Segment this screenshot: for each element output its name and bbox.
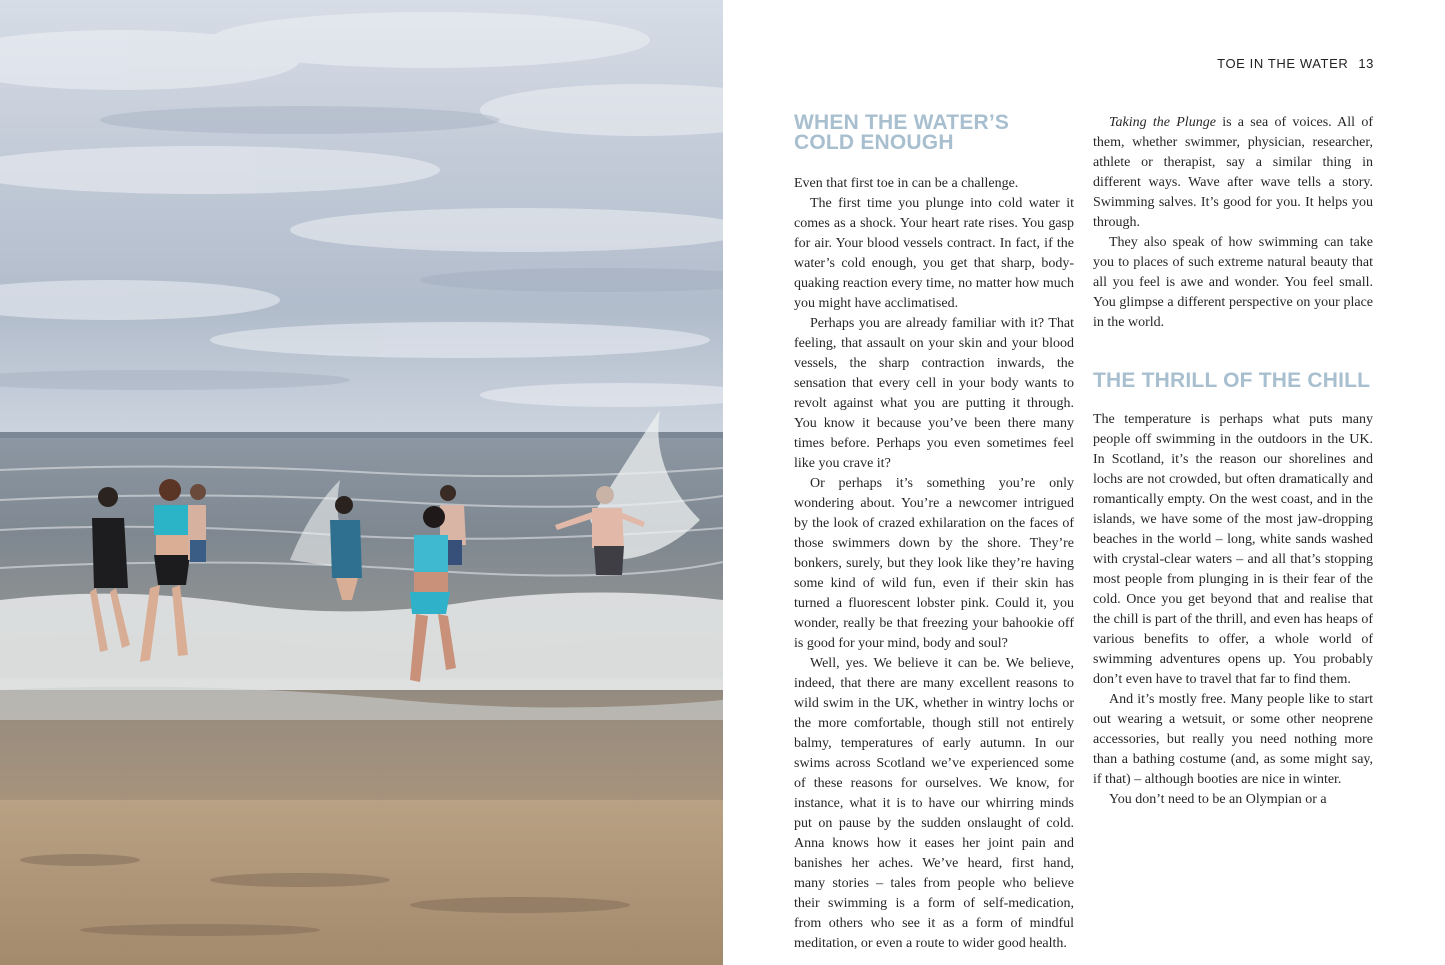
paragraph bbox=[1093, 113, 1373, 233]
paragraph: Well, yes. We believe it can be. We believe, indeed, that there are many excellent reasons to wild swim in the UK, whether in wintry lochs or the more comfortable, though still not entirely balmy, temperatures of early autumn. In our swims across Scotland we’ve experienced some of these reasons for ourselves. We know, for instance, what it is to have our whirring minds put on pause by the sudden onslaught of cold. Anna knows how it eases her joint pain and banishes her aches. We’ve heard, first hand, many stories – tales from people who believe their swimming is a form of self-medication, from others who see it as a form of mindful meditation, or even a route to wider good health. bbox=[794, 656, 1074, 951]
column-left bbox=[794, 113, 1074, 954]
section-heading-cold-enough: WHEN THE WATER’S COLD ENOUGH bbox=[794, 111, 1010, 154]
paragraph: Even that first toe in can be a challenge. bbox=[794, 176, 1019, 191]
running-head bbox=[1217, 56, 1374, 71]
text-page bbox=[723, 0, 1445, 965]
paragraph-text: is a sea of voices. All of them, whether swimmer, physician, researcher, athlete or therapist, say a similar thing in different ways. Wave after wave tells a story. Swimming salves. It’s good for you. It helps you through. bbox=[1093, 115, 1373, 230]
paragraph: And it’s mostly free. Many people like to start out wearing a wetsuit, or some other neoprene accessories, but really you need nothing more than a bathing costume (and, as some might say, if that) – although booties are nice in winter. bbox=[1093, 692, 1373, 787]
paragraph: The temperature is perhaps what puts many people off swimming in the outdoors in the UK. In Scotland, it’s the reason our shorelines and lochs are not crowded, but often dramatically and romantically empty. On the west coast, and in the islands, we have some of the most jaw-dropping beaches in the world – long, white sands washed with crystal-clear waters – and all that’s stopping most people from plunging in is their fear of the cold. Once you get beyond that and realise that the chill is part of the thrill, and even has heaps of various benefits to offer, a whole world of swimming adventures opens up. You probably don’t even have to travel that far to find them. bbox=[1093, 412, 1373, 687]
paragraph: The first time you plunge into cold water it comes as a shock. Your heart rate rises. You gasp for air. Your blood vessels contract. In fact, if the water’s cold enough, you get that sharp, body-quaking reaction every time, no matter how much you might have acclimatised. bbox=[794, 196, 1074, 311]
paragraph: Perhaps you are already familiar with it? That feeling, that assault on your skin and your blood vessels, the sharp contraction inwards, the sensation that every cell in your body wants to revolt against what you are putting it through. You know it because you’ve been there many times before. Perhaps you even sometimes feel like you crave it? bbox=[794, 316, 1074, 471]
page-number: 13 bbox=[1358, 56, 1374, 71]
paragraph: Or perhaps it’s something you’re only wondering about. You’re a newcomer intrigued by the look of crazed exhilaration on the faces of those swimmers down by the shore. They’re bonkers, surely, but they look like they’re having some kind of wild fun, even if their skin has turned a fluorescent lobster pink. Could it, you wonder, really be that freezing your bahookie off is good for your mind, body and soul? bbox=[794, 476, 1074, 651]
paragraph: They also speak of how swimming can take you to places of such extreme natural beauty that all you feel is awe and wonder. You feel small. You glimpse a different perspective on your place in the world. bbox=[1093, 235, 1373, 330]
running-head-title: TOE IN THE WATER bbox=[1217, 56, 1349, 71]
column-right bbox=[1093, 113, 1373, 810]
book-title: Taking the Plunge bbox=[1109, 115, 1216, 130]
section-heading-thrill-of-chill: THE THRILL OF THE CHILL bbox=[1093, 369, 1371, 392]
paragraph: You don’t need to be an Olympian or a bbox=[1109, 792, 1327, 807]
